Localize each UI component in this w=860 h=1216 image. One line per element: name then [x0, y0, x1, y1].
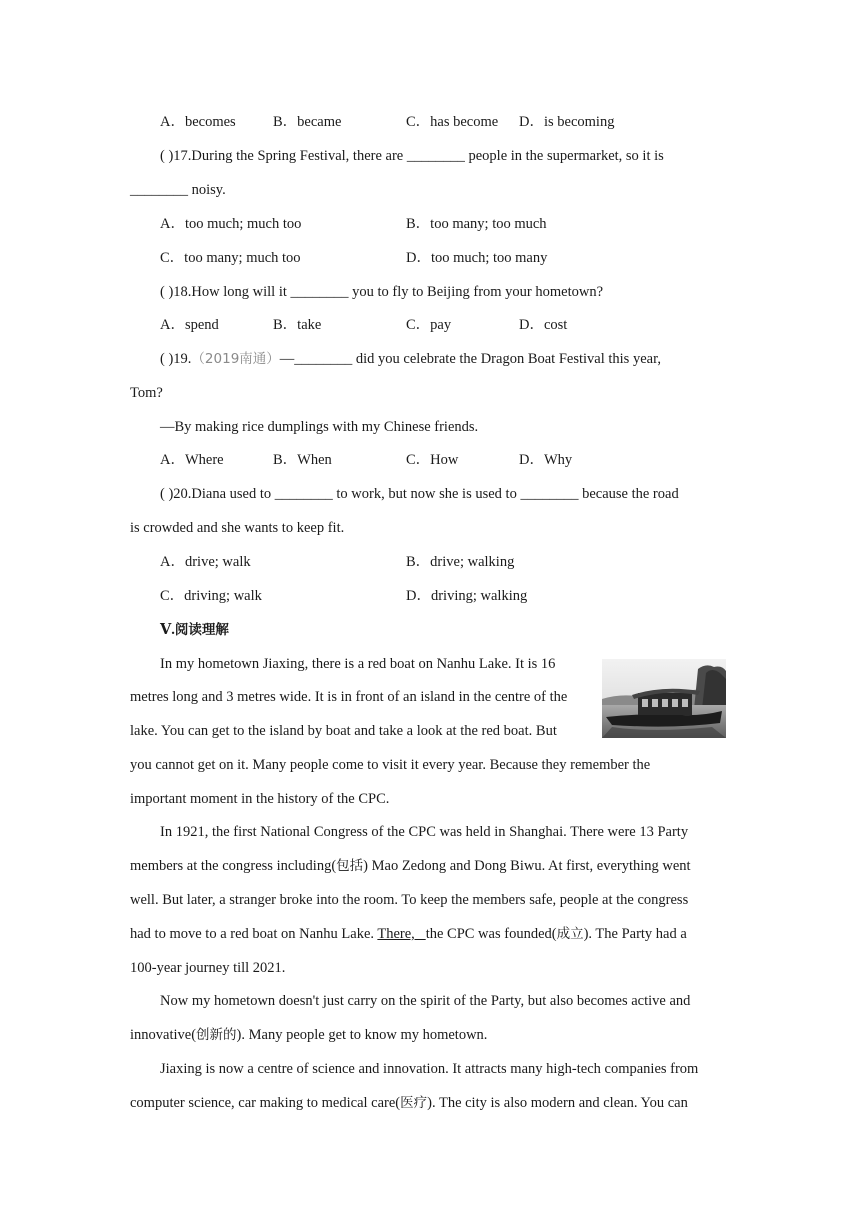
section-heading	[160, 620, 229, 640]
text-run: had to move to a red boat on Nanhu Lake.	[130, 926, 378, 942]
text-run: computer science, car making to medical care(	[130, 1095, 401, 1111]
text-run: the CPC was founded(	[425, 926, 557, 942]
text-run: members at the congress including(	[130, 858, 337, 874]
q16-option-d: D．is becoming	[519, 114, 615, 130]
text-run: ) Mao Zedong and Dong Biwu. At first, everything went	[363, 858, 691, 874]
passage-p4-line1: Jiaxing is now a centre of science and innovation. It attracts many high-tech companies from	[160, 1061, 699, 1077]
text-run: innovative(	[130, 1027, 197, 1043]
passage-p2-line4	[130, 924, 687, 944]
passage-p4-line2	[130, 1093, 688, 1113]
q19-stem-cont: Tom?	[130, 385, 163, 401]
red-boat-photo	[602, 659, 726, 738]
passage-p3-line2	[130, 1025, 487, 1045]
chinese-gloss: 包括	[336, 858, 364, 874]
q19-number: 19.	[173, 351, 192, 367]
q18-option-b: B．take	[273, 317, 322, 333]
q17-option-c: C．too many; much too	[160, 250, 301, 266]
q19-option-a: A．Where	[160, 452, 224, 468]
chinese-gloss: 成立	[556, 926, 584, 942]
text-run: ). The city is also modern and clean. You can	[427, 1095, 688, 1111]
passage-p1-line5: important moment in the history of the CPC.	[130, 791, 390, 807]
q16-option-a: A．becomes	[160, 114, 236, 130]
passage-p2-line2	[130, 856, 691, 876]
q19-stem	[160, 349, 661, 369]
text-run: ). The Party had a	[583, 926, 687, 942]
passage-p2-line1: In 1921, the first National Congress of the CPC was held in Shanghai. There were 13 Party	[160, 824, 689, 840]
q19-answer-line: —By making rice dumplings with my Chinese friends.	[160, 419, 479, 435]
q20-stem	[160, 484, 679, 504]
q17-stem-cont: ________ noisy.	[130, 182, 226, 198]
passage-p2-line3: well. But later, a stranger broke into the room. To keep the members safe, people at the congress	[130, 892, 689, 908]
text-run: ). Many people get to know my hometown.	[236, 1027, 488, 1043]
q18-option-a: A．spend	[160, 317, 219, 333]
q17-option-b: B．too many; too much	[406, 216, 547, 232]
section-roman: Ⅴ.	[160, 622, 175, 638]
answer-blank-paren[interactable]: ( )	[160, 486, 174, 502]
q20-option-a: A．drive; walk	[160, 554, 251, 570]
q19-option-d: D．Why	[519, 452, 573, 468]
q16-option-b: B．became	[273, 114, 342, 130]
q18-option-d: D．cost	[519, 317, 568, 333]
q17-option-a: A．too much; much too	[160, 216, 302, 232]
chinese-gloss: 医疗	[400, 1095, 428, 1111]
q20-option-c: C．driving; walk	[160, 588, 262, 604]
answer-blank-paren[interactable]: ( )	[160, 148, 174, 164]
passage-p1-line1: In my hometown Jiaxing, there is a red boat on Nanhu Lake. It is 16	[160, 656, 556, 672]
answer-blank-paren[interactable]: ( )	[160, 351, 174, 367]
passage-p1-line4: you cannot get on it. Many people come to visit it every year. Because they remember the	[130, 757, 651, 773]
q19-option-b: B．When	[273, 452, 332, 468]
q19-text: —________ did you celebrate the Dragon Boat Festival this year,	[279, 351, 661, 367]
underlined-word: There,	[377, 926, 426, 942]
chinese-gloss: 创新的	[196, 1027, 237, 1043]
passage-p3-line1: Now my hometown doesn't just carry on the spirit of the Party, but also becomes active and	[160, 993, 691, 1009]
q19-source: （2019南通）	[191, 351, 280, 367]
boat-icon	[602, 659, 726, 738]
q16-option-c: C．has become	[406, 114, 499, 130]
q18-option-c: C．pay	[406, 317, 452, 333]
q20-stem-cont: is crowded and she wants to keep fit.	[130, 520, 345, 536]
q17-text: 17.During the Spring Festival, there are ________ people in the supermarket, so it is	[173, 148, 664, 164]
q20-text: 20.Diana used to ________ to work, but now she is used to ________ because the road	[173, 486, 679, 502]
q20-option-b: B．drive; walking	[406, 554, 515, 570]
answer-blank-paren[interactable]: ( )	[160, 284, 174, 300]
q17-option-d: D．too much; too many	[406, 250, 548, 266]
q19-option-c: C．How	[406, 452, 459, 468]
q17-stem	[160, 146, 664, 166]
passage-p1-line3: lake. You can get to the island by boat and take a look at the red boat. But	[130, 723, 557, 739]
passage-p1-line2: metres long and 3 metres wide. It is in front of an island in the centre of the	[130, 689, 568, 705]
q20-option-d: D．driving; walking	[406, 588, 528, 604]
section-title: 阅读理解	[174, 622, 229, 638]
passage-p2-line5: 100-year journey till 2021.	[130, 960, 286, 976]
q18-stem	[160, 282, 603, 302]
q18-text: 18.How long will it ________ you to fly to Beijing from your hometown?	[173, 284, 604, 300]
